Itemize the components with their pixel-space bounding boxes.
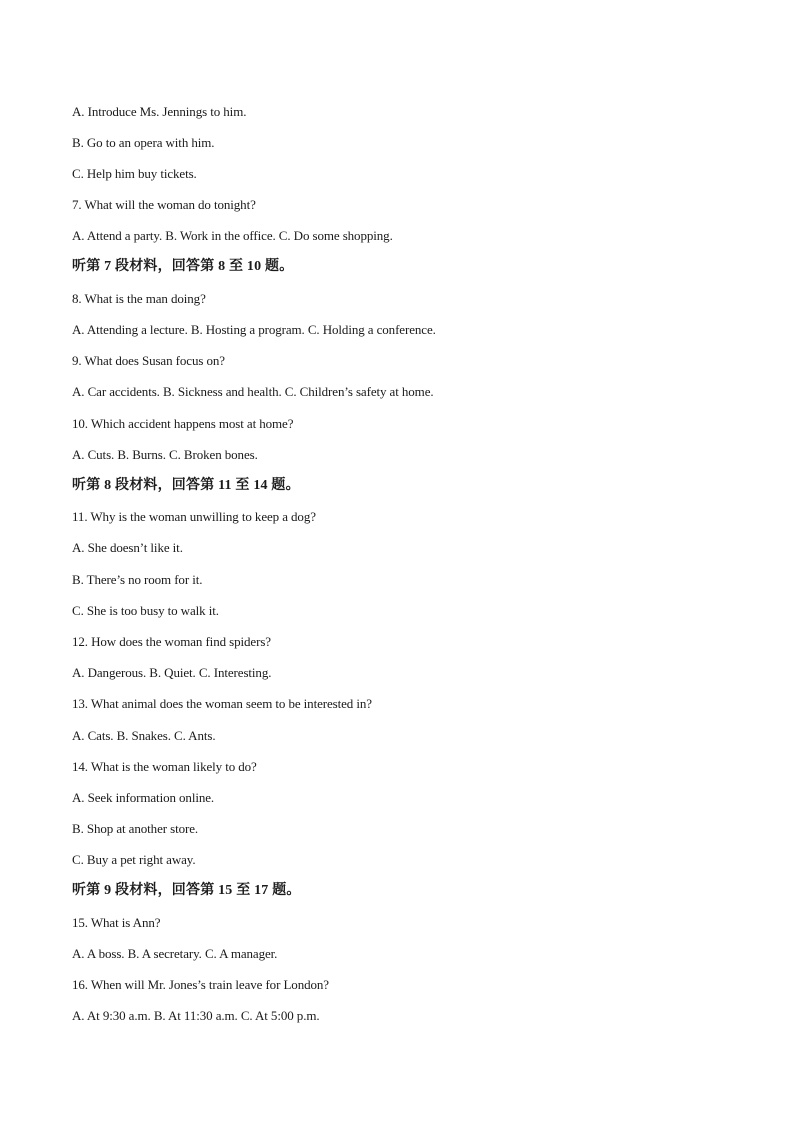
question-line: 11. Why is the woman unwilling to keep a dog? <box>72 509 316 524</box>
question-line: 8. What is the man doing? <box>72 291 206 306</box>
option-line: A. Attend a party. B. Work in the office. C. Do some shopping. <box>72 228 393 243</box>
option-line: A. Dangerous. B. Quiet. C. Interesting. <box>72 665 272 680</box>
option-line: A. Car accidents. B. Sickness and health. C. Children’s safety at home. <box>72 384 434 399</box>
option-line: A. At 9:30 a.m. B. At 11:30 a.m. C. At 5:00 p.m. <box>72 1008 320 1023</box>
section-heading: 听第 8 段材料，回答第 11 至 14 题。 <box>72 478 300 493</box>
question-line: 14. What is the woman likely to do? <box>72 759 257 774</box>
option-line: B. Shop at another store. <box>72 821 199 836</box>
option-line: A. She doesn’t like it. <box>72 540 183 555</box>
option-line: A. Cats. B. Snakes. C. Ants. <box>72 728 216 743</box>
option-line: A. Cuts. B. Burns. C. Broken bones. <box>72 447 258 462</box>
question-line: 16. When will Mr. Jones’s train leave for London? <box>72 977 329 992</box>
question-line: 12. How does the woman find spiders? <box>72 634 271 649</box>
option-line: A. Seek information online. <box>72 790 215 805</box>
option-line: A. A boss. B. A secretary. C. A manager. <box>72 946 278 961</box>
option-line: C. Buy a pet right away. <box>72 852 196 867</box>
section-heading: 听第 7 段材料，回答第 8 至 10 题。 <box>72 259 294 274</box>
question-line: 10. Which accident happens most at home? <box>72 416 294 431</box>
option-line: C. Help him buy tickets. <box>72 166 197 181</box>
option-line: C. She is too busy to walk it. <box>72 603 219 618</box>
option-line: A. Introduce Ms. Jennings to him. <box>72 104 247 119</box>
question-line: 9. What does Susan focus on? <box>72 353 225 368</box>
question-line: 15. What is Ann? <box>72 915 161 930</box>
option-line: B. There’s no room for it. <box>72 572 203 587</box>
question-line: 13. What animal does the woman seem to be interested in? <box>72 696 372 711</box>
question-line: 7. What will the woman do tonight? <box>72 197 256 212</box>
option-line: A. Attending a lecture. B. Hosting a program. C. Holding a conference. <box>72 322 436 337</box>
option-line: B. Go to an opera with him. <box>72 135 215 150</box>
section-heading: 听第 9 段材料，回答第 15 至 17 题。 <box>72 883 301 898</box>
